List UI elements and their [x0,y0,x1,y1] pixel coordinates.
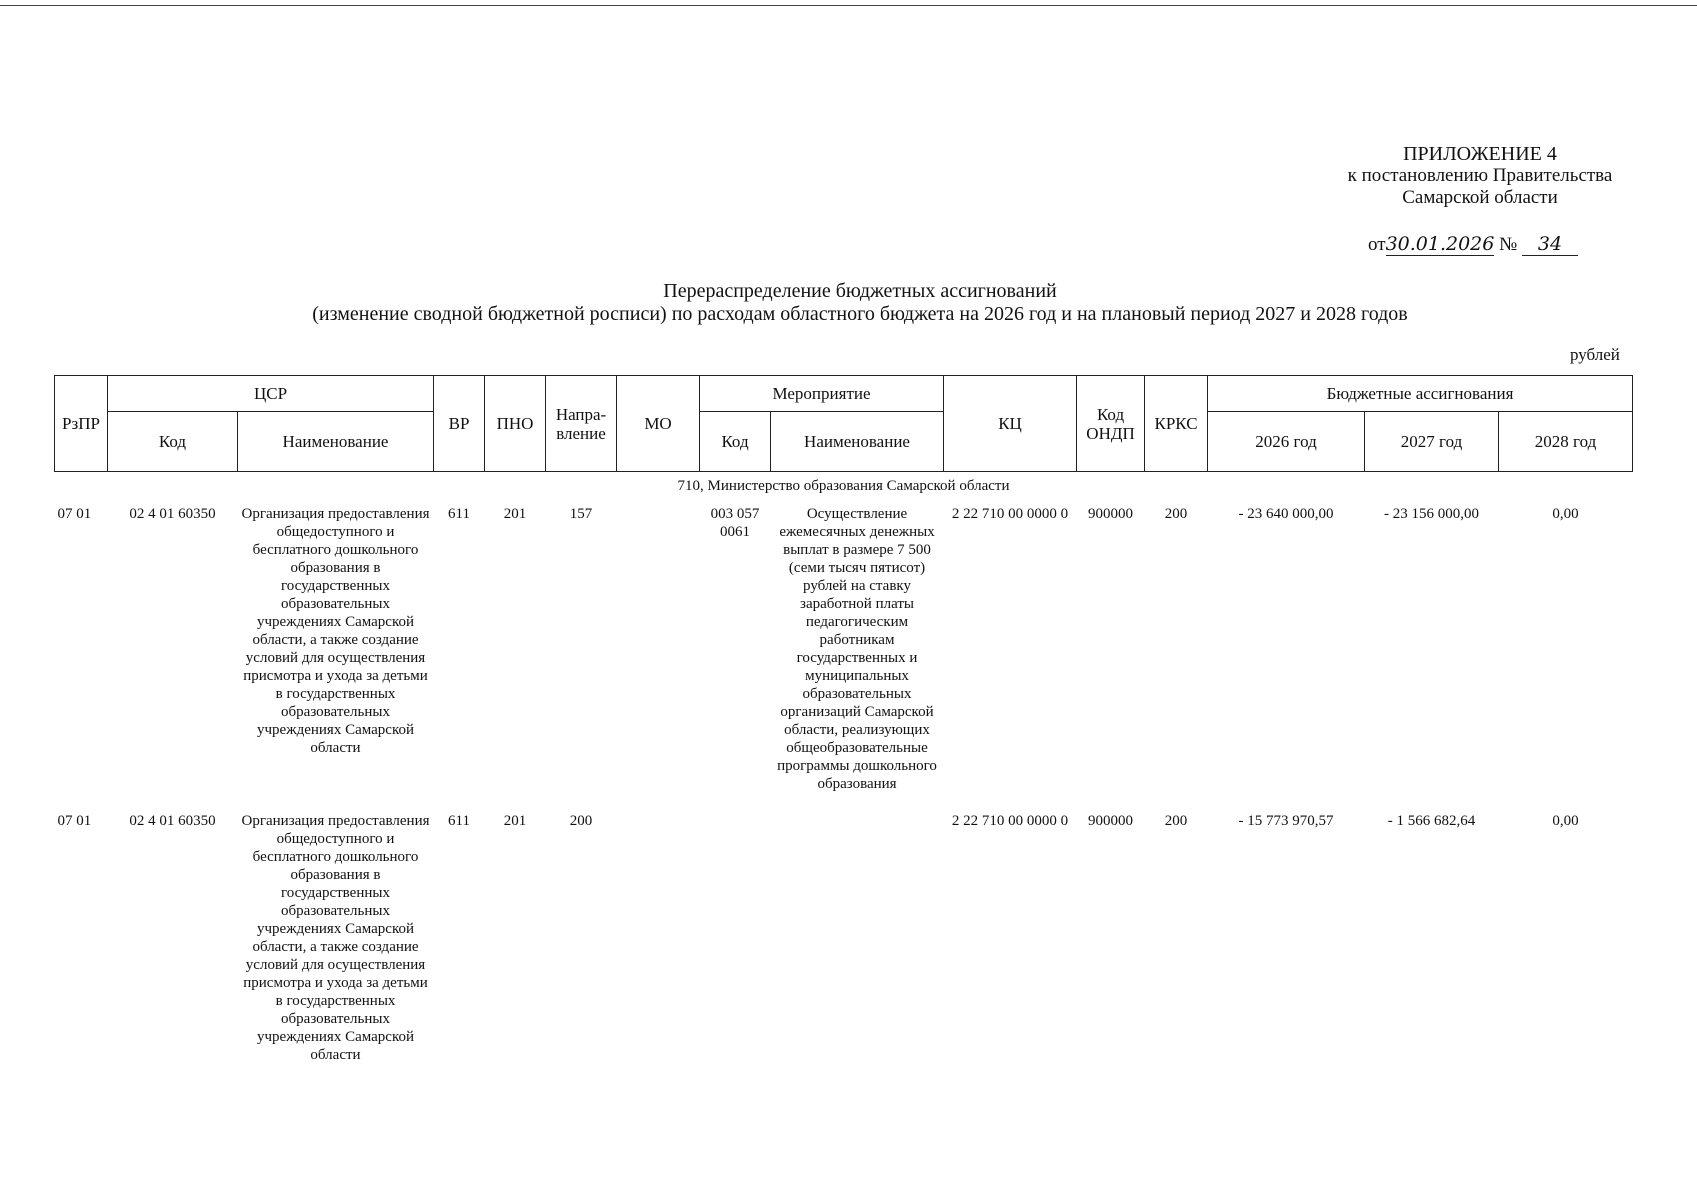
cell-2027: - 1 566 682,64 [1387,813,1476,829]
units-label: рублей [1570,345,1620,364]
cell-vr: 611 [448,813,470,829]
header-pno: ПНО [485,376,546,472]
cell-csr-code: 02 4 01 60350 [129,506,216,522]
cell-rzpr: 07 01 [57,506,92,522]
table-row [55,798,1633,1069]
header-event-code: Код [700,412,771,472]
decree-date: 30.01.2026 [1385,233,1495,255]
cell-2026: - 15 773 970,57 [1238,813,1334,829]
cell-ondp: 900000 [1088,813,1134,829]
cell-pno: 201 [503,813,527,829]
header-krks: КРКС [1145,376,1208,472]
cell-pno: 201 [503,506,527,522]
cell-vr: 611 [448,506,470,522]
header-vr: ВР [434,376,485,472]
header-mo: МО [617,376,700,472]
header-csr: ЦСР [108,376,434,412]
appendix-title: ПРИЛОЖЕНИЕ 4 [1403,143,1557,165]
cell-2028: 0,00 [1552,813,1579,829]
cell-2027: - 23 156 000,00 [1384,506,1480,522]
decree-reference [1368,233,1578,256]
cell-2026: - 23 640 000,00 [1238,506,1334,522]
appendix-line-2: к постановлению Правительства [1347,165,1613,186]
cell-rzpr: 07 01 [57,813,92,829]
table-row [55,500,1633,798]
decree-number: 34 [1522,233,1578,256]
header-kc: КЦ [944,376,1077,472]
cell-mo [617,798,700,1069]
header-csr-name: Наименование [238,412,434,472]
cell-event-code: 003 057 0061 [710,506,760,540]
cell-direction: 157 [569,506,593,522]
cell-csr-name: Организация предоставления общедоступного и бесплатного дошкольного образования в государственных образовательных учреждениях Самарской области, а также создание условий для осуществления присмотра и ухода за детьми в государственных образовательных учреждениях Самарской области [241,506,430,756]
document-title [210,280,1510,326]
header-rzpr: РзПР [55,376,108,472]
cell-krks: 200 [1164,506,1188,522]
title-line-1: Перераспределение бюджетных ассигнований [663,280,1057,302]
title-line-2: (изменение сводной бюджетной росписи) по расходам областного бюджета на 2026 год и на плановый период 2027 и 2028 годов [312,303,1408,325]
header-2028: 2028 год [1499,412,1633,472]
header-2027: 2027 год [1365,412,1499,472]
cell-event-name: Осуществление ежемесячных денежных выплат в размере 7 500 (семи тысяч пятисот) рублей на ставку заработной платы педагогическим работникам государственных и муниципальных образовательных организаций Самарской области, реализующих общеобразовательные программы дошкольного образования [777,506,937,792]
cell-kc: 2 22 710 00 0000 0 [951,813,1069,829]
header-budget: Бюджетные ассигнования [1208,376,1633,412]
header-csr-code: Код [108,412,238,472]
top-border-line [0,5,1697,6]
cell-csr-name: Организация предоставления общедоступного и бесплатного дошкольного образования в государственных образовательных учреждениях Самарской области, а также создание условий для осуществления присмотра и ухода за детьми в государственных образовательных учреждениях Самарской области [241,813,430,1063]
ministry-row: 710, Министерство образования Самарской области [677,478,1010,494]
decree-prefix: от [1368,234,1386,255]
cell-kc: 2 22 710 00 0000 0 [951,506,1069,522]
cell-event-code [700,798,771,1069]
header-direction: Напра- вление [546,376,617,472]
appendix-block [1300,143,1660,209]
decree-number-label: № [1499,234,1518,255]
cell-2028: 0,00 [1552,506,1579,522]
cell-csr-code: 02 4 01 60350 [129,813,216,829]
cell-mo [617,500,700,798]
appendix-line-3: Самарской области [1402,187,1558,208]
cell-krks: 200 [1164,813,1188,829]
cell-ondp: 900000 [1088,506,1134,522]
header-event: Мероприятие [700,376,944,412]
header-ondp: Код ОНДП [1077,376,1145,472]
budget-table [54,375,1633,1069]
cell-event-name [771,798,944,1069]
header-2026: 2026 год [1208,412,1365,472]
header-event-name: Наименование [771,412,944,472]
cell-direction: 200 [569,813,593,829]
